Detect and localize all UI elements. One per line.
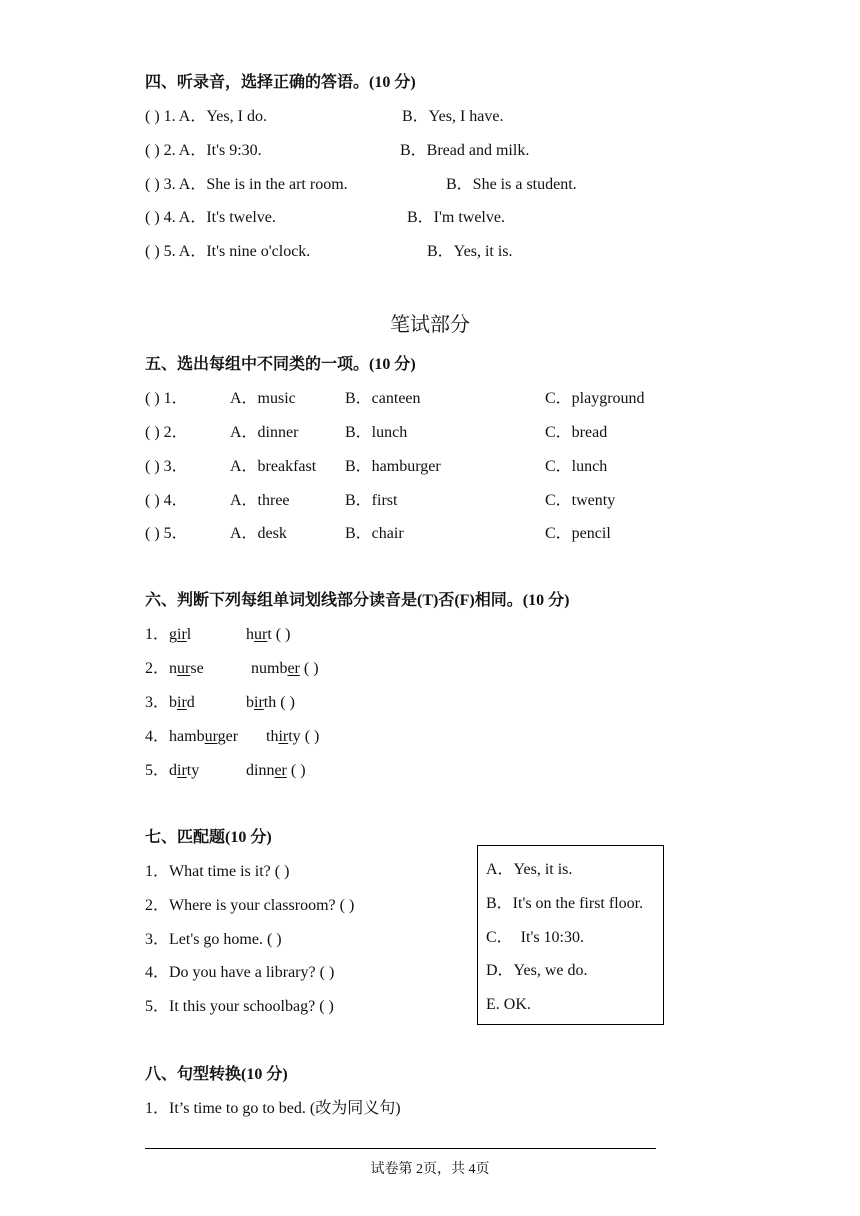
s6-q4-blank: ( ) — [300, 728, 320, 745]
footer-divider — [145, 1148, 656, 1149]
section8-heading: 八、句型转换(10 分) — [145, 1066, 288, 1083]
section5-heading: 五、选出每组中不同类的一项。(10 分) — [145, 356, 416, 373]
s6-q1 — [145, 625, 191, 645]
s6-q5-word1: dirty — [169, 762, 200, 779]
s4-q2-a: ( ) 2. A．It's 9:30. — [145, 142, 262, 159]
page-footer: 试卷第 2页，共 4页 — [370, 1162, 490, 1177]
s6-q2-blank: ( ) — [299, 660, 319, 677]
s7-option-b: B．It's on the first floor. — [486, 895, 644, 912]
s4-q4-b: B．I'm twelve. — [407, 209, 505, 226]
s6-q4 — [145, 727, 238, 747]
s6-q3-blank: ( ) — [276, 694, 295, 711]
s6-q3-word2: birth ( ) — [246, 694, 295, 711]
s7-option-a: A．Yes, it is. — [486, 861, 573, 878]
s5-q3-a: A．breakfast — [230, 458, 317, 475]
s4-q1-a: ( ) 1. A．Yes, I do. — [145, 108, 267, 125]
s4-q5-b: B．Yes, it is. — [427, 243, 513, 260]
s6-q1-blank: ( ) — [271, 626, 291, 643]
s6-q5-num: 5． — [145, 762, 170, 779]
s5-q3-c: C．lunch — [545, 458, 608, 475]
s5-q5-c: C．pencil — [545, 525, 611, 542]
s5-q5-b: B．chair — [345, 525, 404, 542]
s6-q2-word2: number ( ) — [251, 660, 319, 677]
s6-q1-num: 1． — [145, 626, 170, 643]
s5-q2-a: A．dinner — [230, 424, 299, 441]
s6-q5 — [145, 761, 199, 781]
s5-q2-b: B．lunch — [345, 424, 408, 441]
s7-q2: 2．Where is your classroom? ( ) — [145, 897, 355, 914]
s5-q1-c: C．playground — [545, 390, 645, 407]
s5-q3-b: B．hamburger — [345, 458, 441, 475]
s6-q2-num: 2． — [145, 660, 170, 677]
s5-q4-c: C．twenty — [545, 492, 616, 509]
s6-q4-word1: hamburger — [169, 728, 239, 745]
s4-q4-a: ( ) 4. A．It's twelve. — [145, 209, 276, 226]
section6-heading: 六、判断下列每组单词划线部分读音是(T)否(F)相同。(10 分) — [145, 592, 570, 609]
s6-q1-word2: hurt ( ) — [246, 626, 291, 643]
s4-q3-a: ( ) 3. A．She is in the art room. — [145, 176, 348, 193]
s4-q1-b: B．Yes, I have. — [402, 108, 504, 125]
s5-q5-num: ( ) 5． — [145, 525, 188, 542]
s4-q5-a: ( ) 5. A．It's nine o'clock. — [145, 243, 311, 260]
s6-q3 — [145, 693, 195, 713]
s6-q4-num: 4． — [145, 728, 170, 745]
s7-option-d: D．Yes, we do. — [486, 962, 588, 979]
s5-q2-c: C．bread — [545, 424, 608, 441]
s6-q4-word2: thirty ( ) — [266, 728, 320, 745]
s6-q5-blank: ( ) — [286, 762, 306, 779]
s6-q5-word2: dinner ( ) — [246, 762, 306, 779]
s6-q3-word1: bird — [169, 694, 195, 711]
s6-q2 — [145, 659, 204, 679]
s7-q5: 5．It this your schoolbag? ( ) — [145, 998, 334, 1015]
written-section-title: 笔试部分 — [390, 314, 470, 336]
s5-q1-a: A．music — [230, 390, 296, 407]
s5-q4-num: ( ) 4． — [145, 492, 188, 509]
s5-q5-a: A．desk — [230, 525, 287, 542]
s5-q1-num: ( ) 1． — [145, 390, 188, 407]
section7-heading: 七、匹配题(10 分) — [145, 829, 272, 846]
s5-q2-num: ( ) 2． — [145, 424, 188, 441]
s7-q1: 1．What time is it? ( ) — [145, 863, 290, 880]
s6-q2-word1: nurse — [169, 660, 204, 677]
s6-q1-word1: girl — [169, 626, 192, 643]
s5-q4-a: A．three — [230, 492, 290, 509]
s7-q4: 4．Do you have a library? ( ) — [145, 964, 335, 981]
s8-q1: 1．It’s time to go to bed. (改为同义句) — [145, 1100, 401, 1117]
s4-q3-b: B．She is a student. — [446, 176, 577, 193]
s7-option-e: E. OK. — [486, 996, 531, 1013]
s6-q3-num: 3． — [145, 694, 170, 711]
s5-q1-b: B．canteen — [345, 390, 421, 407]
s5-q4-b: B．first — [345, 492, 398, 509]
s4-q2-b: B．Bread and milk. — [400, 142, 530, 159]
s5-q3-num: ( ) 3． — [145, 458, 188, 475]
s7-q3: 3．Let's go home. ( ) — [145, 931, 282, 948]
s7-option-c: C． It's 10:30. — [486, 929, 585, 946]
section4-heading: 四、听录音，选择正确的答语。(10 分) — [145, 74, 416, 91]
